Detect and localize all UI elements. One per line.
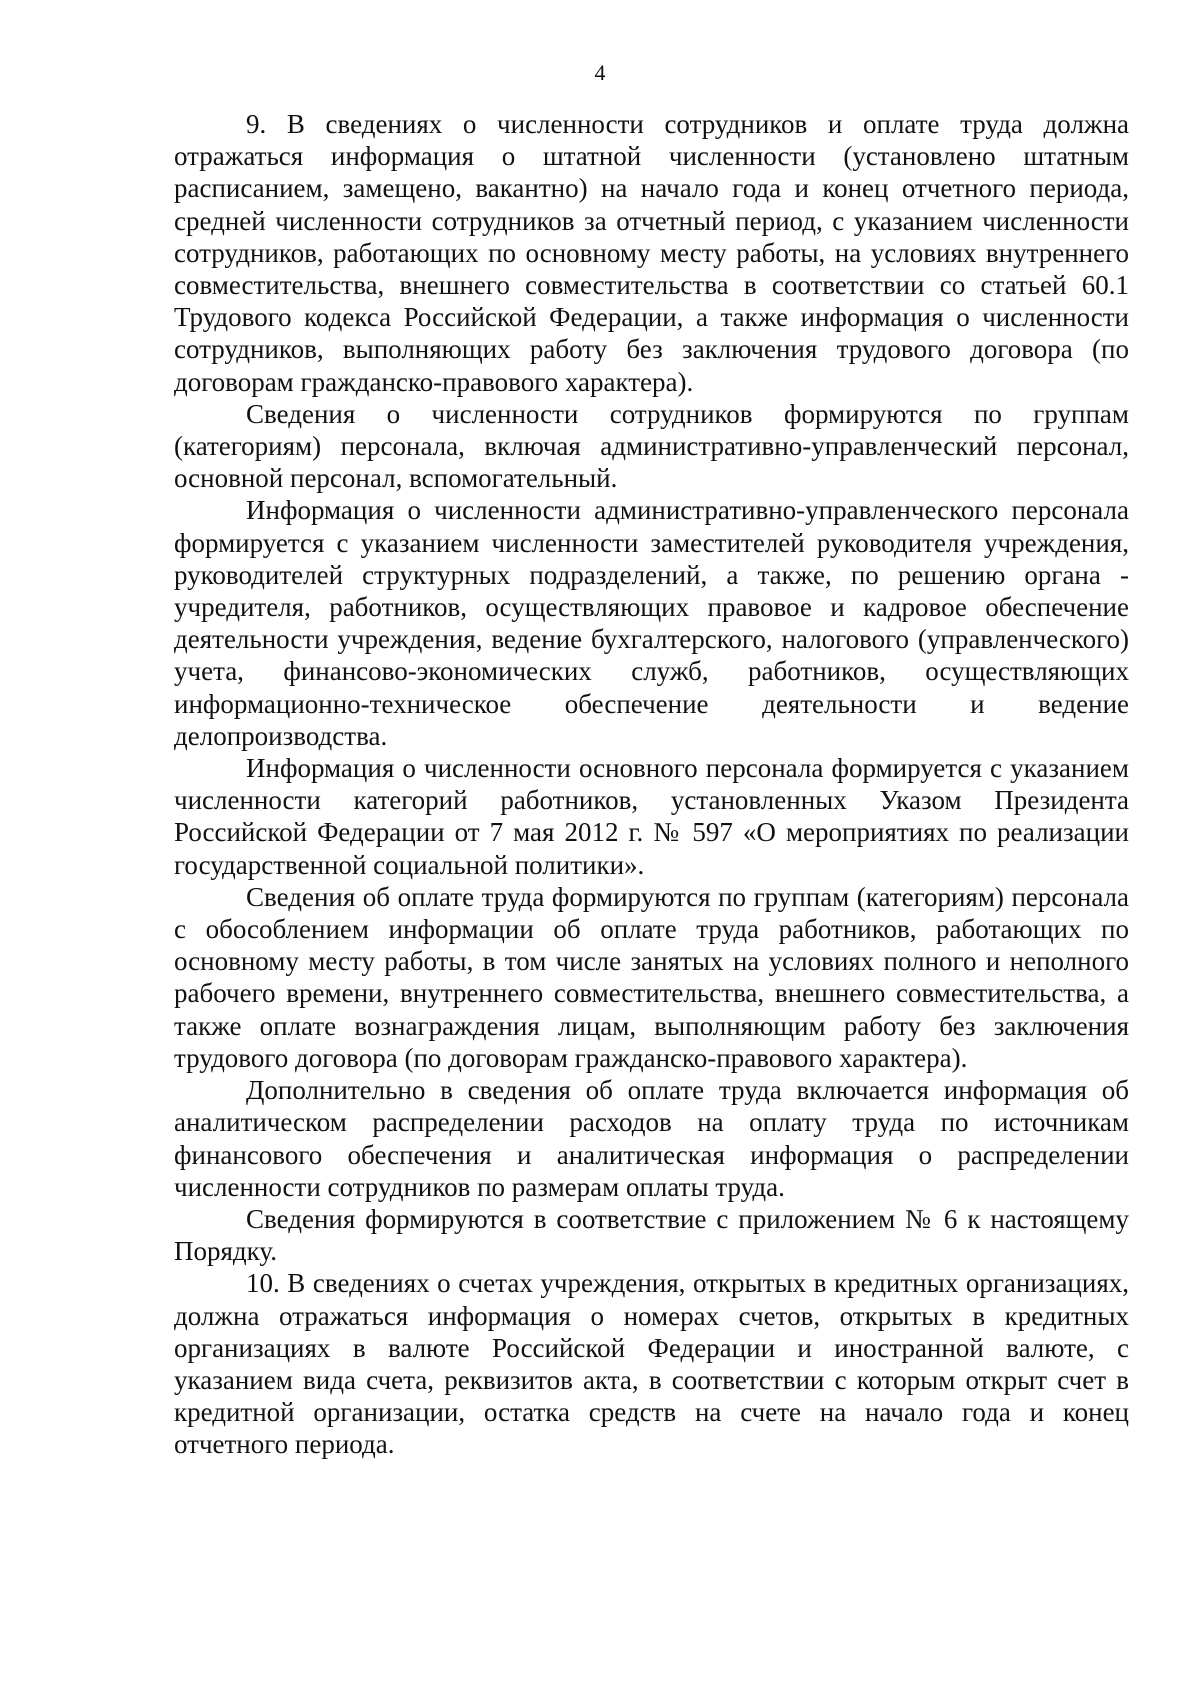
paragraph-staff-groups: Сведения о численности сотрудников формируются по группам (категориям) персонала, включая административно-управленческий персонал, основной персонал, вспомогательный. [174,398,1129,494]
paragraph-bank-accounts: 10. В сведениях о счетах учреждения, открытых в кредитных организациях, должна отражаться информация о номерах счетов, открытых в кредитных организациях в валюте Российской Федерации и иностранной валюте, с указанием вида счета, реквизитов акта, в соответствии с которым открыт счет в кредитной организации, остатка средств на счете на начало года и конец отчетного периода. [174,1268,1129,1460]
paragraph-appendix-reference: Сведения формируются в соответствие с приложением № 6 к настоящему Порядку. [174,1203,1129,1267]
paragraph-payroll-analytics: Дополнительно в сведения об оплате труда включается информация об аналитическом распределении расходов на оплату труда по источникам финансового обеспечения и аналитическая информация о распределении численности сотрудников по размерам оплаты труда. [174,1075,1129,1202]
paragraph-payroll-info: Сведения об оплате труда формируются по группам (категориям) персонала с обособлением информации об оплате труда работников, работающих по основному месту работы, в том числе занятых на условиях полного и неполного рабочего времени, внутреннего совместительства, внешнего совместительства, а также оплате вознаграждения лицам, выполняющим работу без заключения трудового договора (по договорам гражданско-правового характера). [174,881,1129,1073]
paragraph-main-personnel: Информация о численности основного персонала формируется с указанием численности категорий работников, установленных Указом Президента Российской Федерации от 7 мая 2012 г. № 597 «О мероприятиях по реализации государственной социальной политики». [174,753,1129,880]
paragraph-admin-personnel: Информация о численности административно-управленческого персонала формируется с указанием численности заместителей руководителя учреждения, руководителей структурных подразделений, а также, по решению органа - учредителя, работников, осуществляющих правовое и кадровое обеспечение деятельности учреждения, ведение бухгалтерского, налогового (управленческого) учета, финансово-экономических служб, работников, осуществляющих информационно-техническое обеспечение деятельности и ведение делопроизводства. [174,495,1129,751]
page-number: 4 [594,60,606,85]
paragraph-staff-info: 9. В сведениях о численности сотрудников и оплате труда должна отражаться информация о штатной численности (установлено штатным расписанием, замещено, вакантно) на начало года и конец отчетного периода, средней численности сотрудников за отчетный период, с указанием численности сотрудников, работающих по основному месту работы, на условиях внутреннего совместительства, внешнего совместительства в соответствии со статьей 60.1 Трудового кодекса Российской Федерации, а также информация о численности сотрудников, выполняющих работу без заключения трудового договора (по договорам гражданско-правового характера). [174,109,1129,397]
document-body [174,108,1129,1461]
